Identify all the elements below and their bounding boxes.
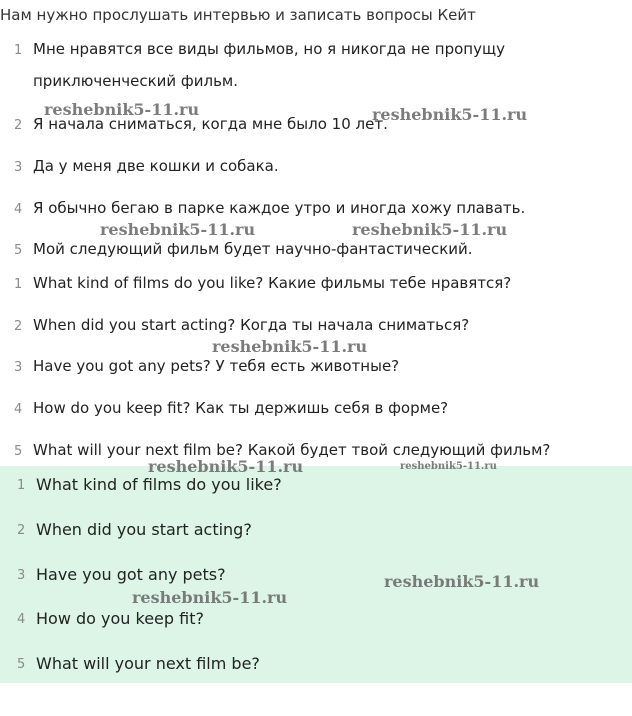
item-text: How do you keep fit? Как ты держишь себя в форме? (33, 399, 449, 417)
item-number: 1 (14, 43, 23, 58)
item-number: 3 (17, 568, 26, 583)
item-text: When did you start acting? (36, 520, 252, 539)
item-text: Мой следующий фильм будет научно-фантастический. (33, 240, 473, 258)
watermark: reshebnik5-11.ru (400, 461, 497, 472)
item-text: приключенческий фильм. (33, 72, 238, 90)
item-number: 5 (17, 657, 26, 672)
watermark: reshebnik5-11.ru (384, 572, 540, 591)
item-text: What kind of films do you like? Какие фильмы тебе нравятся? (33, 274, 512, 292)
watermark: reshebnik5-11.ru (100, 220, 256, 239)
item-text: Я начала сниматься, когда мне было 10 лет. (33, 115, 388, 133)
item-number: 3 (14, 360, 23, 375)
item-number: 4 (14, 202, 23, 217)
item-number: 4 (14, 402, 23, 417)
watermark: reshebnik5-11.ru (372, 105, 528, 124)
item-text: Да у меня две кошки и собака. (33, 157, 279, 175)
item-text: Have you got any pets? У тебя есть животные? (33, 357, 400, 375)
item-text: When did you start acting? Когда ты начала сниматься? (33, 316, 470, 334)
item-number: 1 (14, 277, 23, 292)
item-text: Мне нравятся все виды фильмов, но я никогда не пропущу (33, 40, 505, 58)
item-text: Have you got any pets? (36, 565, 226, 584)
item-number: 2 (17, 523, 26, 538)
item-text: What kind of films do you like? (36, 475, 282, 494)
item-number: 2 (14, 319, 23, 334)
item-number: 4 (17, 612, 26, 627)
item-text: How do you keep fit? (36, 609, 204, 628)
item-number: 3 (14, 160, 23, 175)
watermark: reshebnik5-11.ru (148, 457, 304, 476)
watermark: reshebnik5-11.ru (212, 337, 368, 356)
watermark: reshebnik5-11.ru (44, 100, 200, 119)
item-text: What will your next film be? (36, 654, 260, 673)
item-number: 2 (14, 118, 23, 133)
item-text: Я обычно бегаю в парке каждое утро и иногда хожу плавать. (33, 199, 526, 217)
item-number: 5 (14, 444, 23, 459)
page-heading: Нам нужно прослушать интервью и записать вопросы Кейт (0, 6, 476, 24)
item-number: 1 (17, 478, 26, 493)
item-text: What will your next film be? Какой будет твой следующий фильм? (33, 441, 551, 459)
item-number: 5 (14, 243, 23, 258)
watermark: reshebnik5-11.ru (132, 588, 288, 607)
watermark: reshebnik5-11.ru (352, 220, 508, 239)
